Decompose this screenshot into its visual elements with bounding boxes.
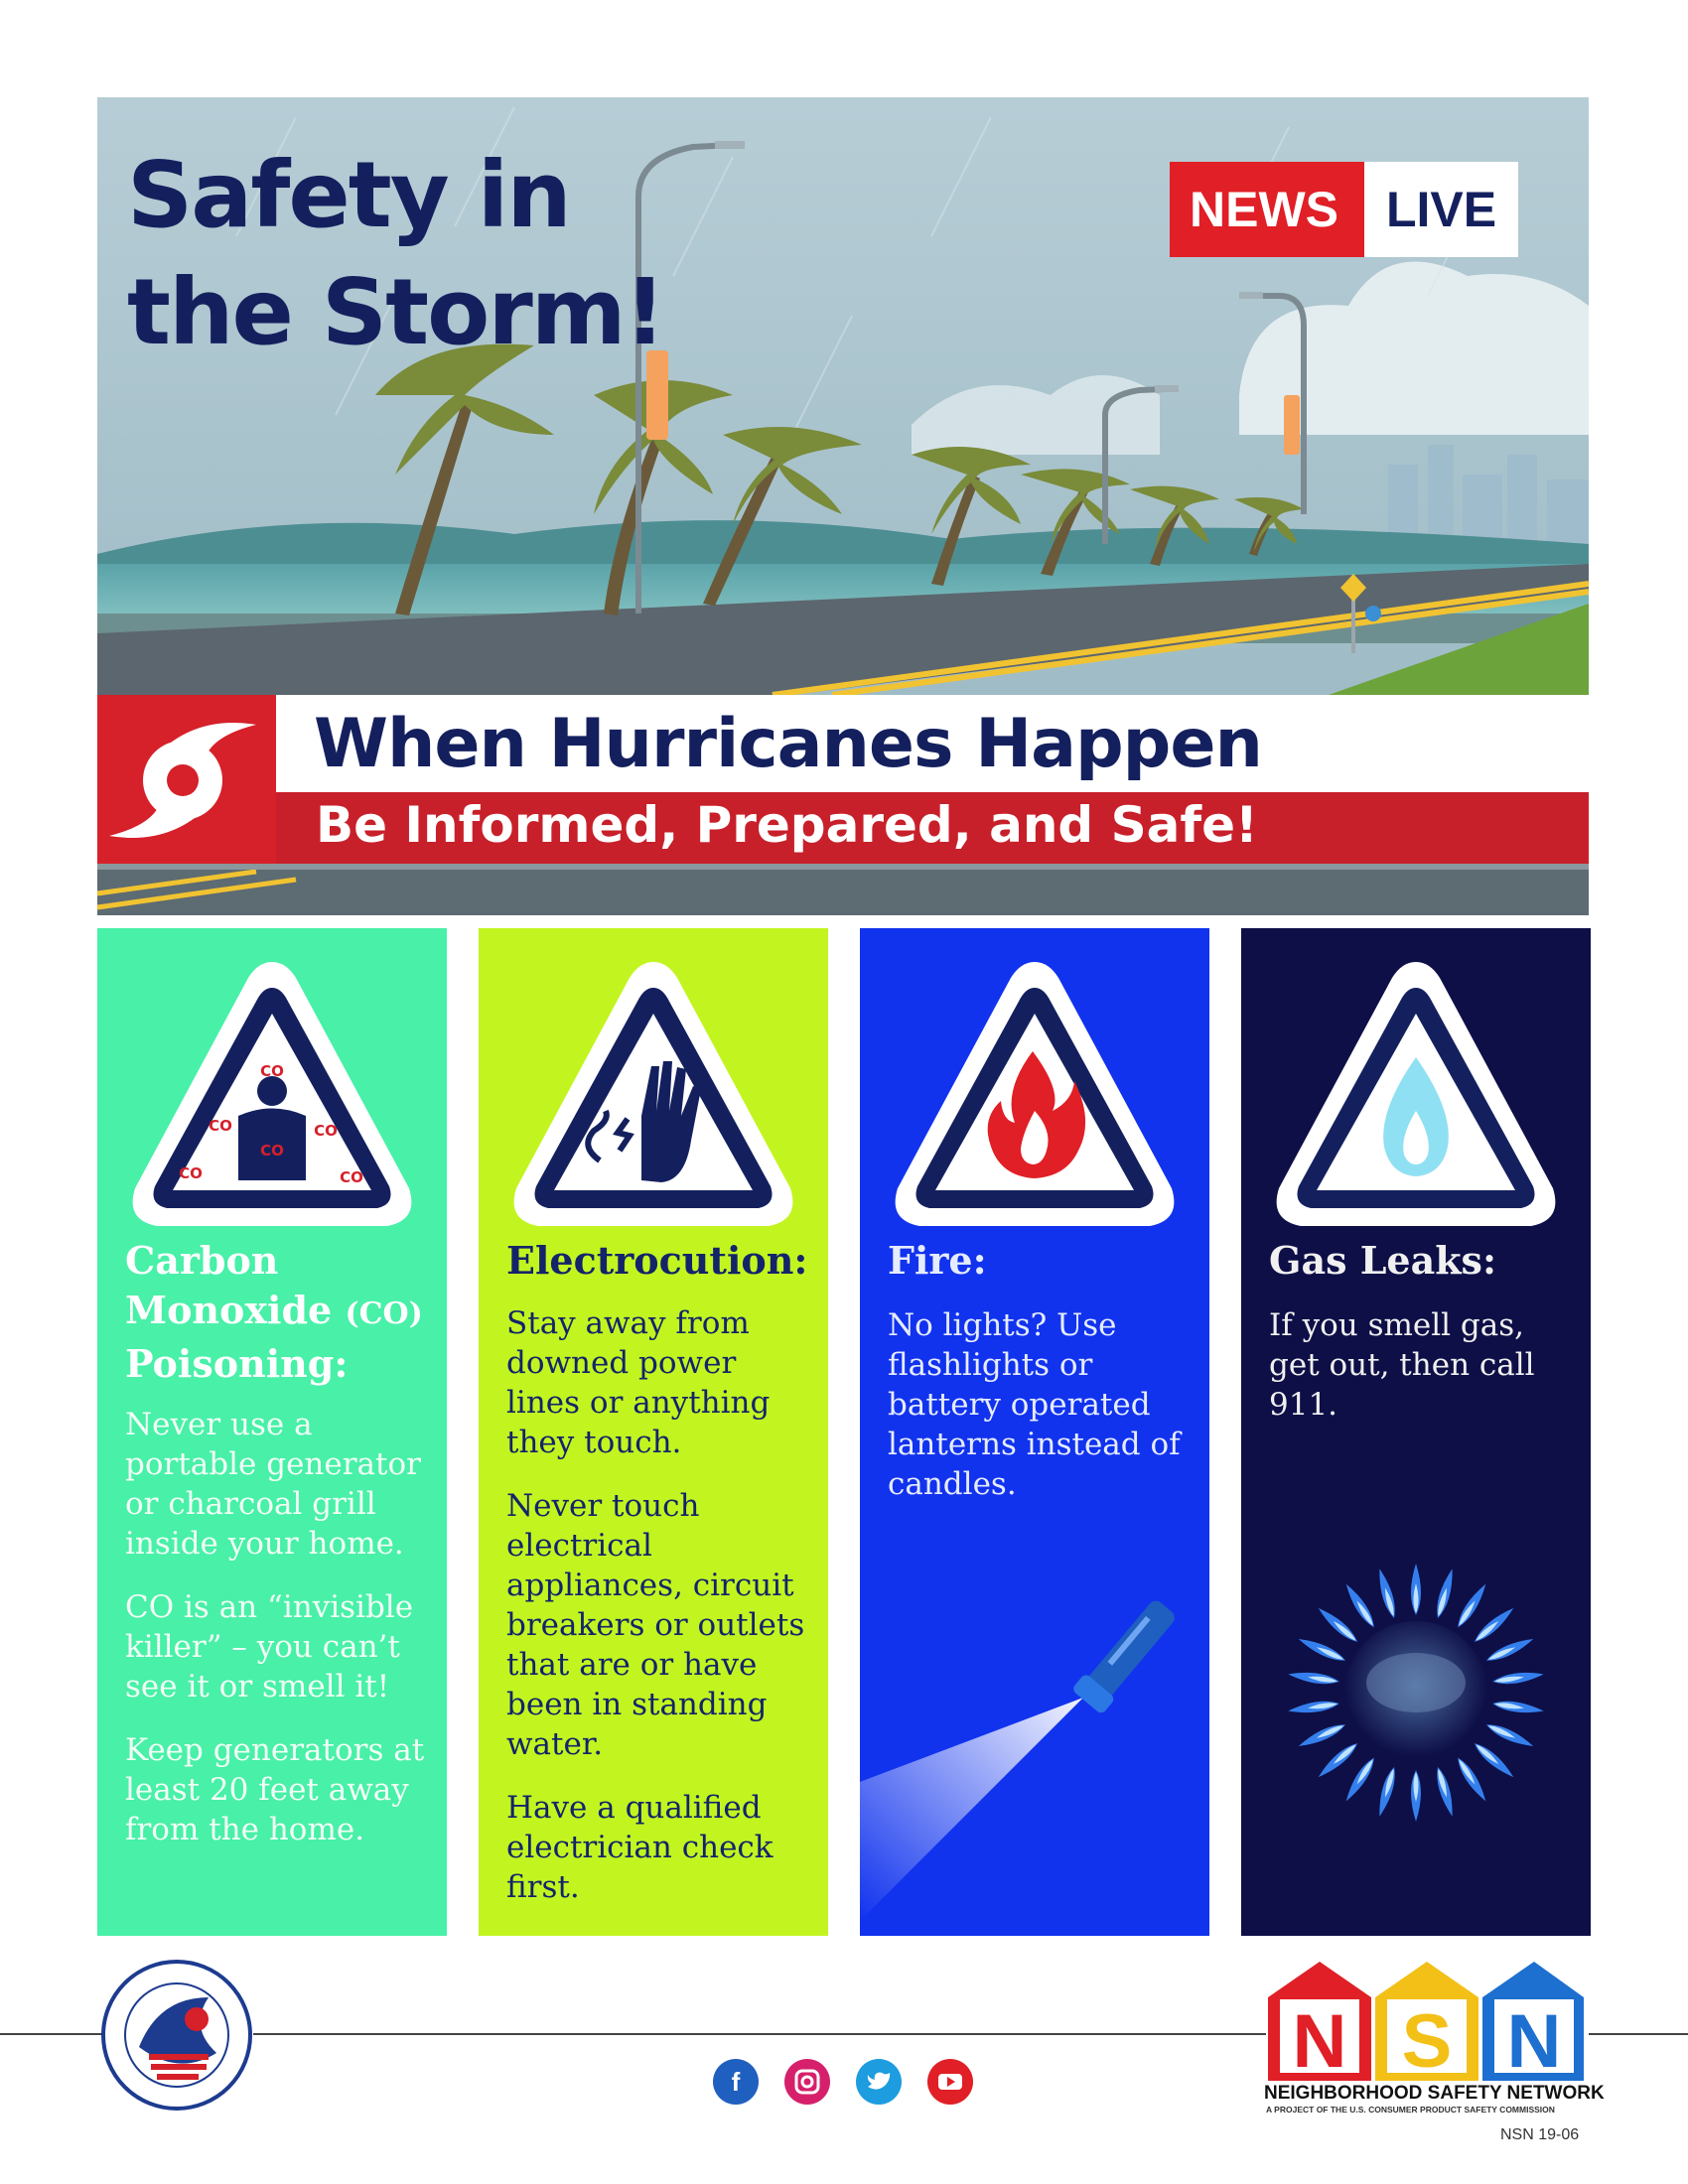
hurricane-icon-box xyxy=(97,695,276,864)
nsn-letter-n1: N xyxy=(1292,1999,1347,2083)
co-heading-2b: (CO) xyxy=(345,1297,423,1331)
electrocution-column xyxy=(479,928,828,1936)
nsn-letter-s: S xyxy=(1401,1999,1453,2083)
gas-warning-sign-icon xyxy=(1265,952,1567,1240)
instagram-icon[interactable] xyxy=(784,2059,830,2105)
twitter-icon[interactable] xyxy=(856,2059,902,2105)
co-heading-3: Poisoning: xyxy=(125,1341,349,1386)
youtube-icon[interactable] xyxy=(927,2059,973,2105)
electrocution-text xyxy=(506,1303,814,1931)
hero-title xyxy=(127,137,664,371)
cpsc-seal-logo xyxy=(99,1958,254,2113)
svg-text:CO: CO xyxy=(260,1062,284,1080)
gas-leaks-column xyxy=(1241,928,1591,1936)
electrocution-paragraph: Have a qualified electrician check first. xyxy=(506,1790,774,1905)
document-code: NSN 19-06 xyxy=(1500,2126,1580,2143)
flame-core xyxy=(1332,1619,1357,1642)
flame-core xyxy=(1332,1742,1357,1765)
svg-text:CO: CO xyxy=(209,1117,232,1135)
svg-text:f: f xyxy=(731,2067,741,2097)
fire-heading: Fire: xyxy=(888,1238,987,1283)
news-label: NEWS xyxy=(1170,162,1358,257)
fire-warning-sign-icon xyxy=(884,952,1186,1240)
flashlight-icon xyxy=(860,1583,1209,1936)
news-live-badge xyxy=(1170,162,1518,257)
co-heading xyxy=(125,1236,423,1389)
nsn-tagline: A PROJECT OF THE U.S. CONSUMER PRODUCT SAFETY COMMISSION xyxy=(1266,2105,1555,2115)
gas-burner-flame-icon xyxy=(1241,1544,1591,1871)
co-heading-1: Carbon xyxy=(125,1238,279,1283)
footer-rule-middle xyxy=(253,2033,1266,2035)
svg-text:CO: CO xyxy=(340,1168,363,1186)
flame-core xyxy=(1354,1599,1374,1627)
gas-text xyxy=(1269,1305,1577,1448)
nsn-logo xyxy=(1264,1958,1588,2083)
svg-text:CO: CO xyxy=(260,1142,284,1160)
electrocution-paragraph: Stay away from downed power lines or anything they touch. xyxy=(506,1305,771,1460)
gas-paragraph: If you smell gas, get out, then call 911. xyxy=(1269,1307,1535,1423)
footer-rule-right xyxy=(1589,2033,1688,2035)
co-paragraph: CO is an “invisible killer” – you can’t see it or smell it! xyxy=(125,1589,414,1705)
hero-title-line-1: Safety in xyxy=(127,142,570,248)
co-paragraph: Keep generators at least 20 feet away from the home. xyxy=(125,1732,425,1847)
co-warning-sign-icon xyxy=(121,952,423,1240)
hurricane-banner xyxy=(97,695,1589,864)
electrocution-heading: Electrocution: xyxy=(506,1238,808,1283)
facebook-icon[interactable] xyxy=(713,2059,759,2105)
flame-core xyxy=(1475,1742,1500,1765)
co-poisoning-column xyxy=(97,928,447,1936)
flame-core xyxy=(1457,1599,1477,1627)
svg-text:CO: CO xyxy=(314,1122,338,1140)
fire-text xyxy=(888,1305,1196,1528)
hurricane-icon xyxy=(97,695,276,864)
live-label: LIVE xyxy=(1358,162,1518,257)
electrocution-warning-sign-icon xyxy=(502,952,804,1240)
banner-subtitle: Be Informed, Prepared, and Safe! xyxy=(316,796,1258,854)
flame-core xyxy=(1457,1758,1477,1786)
flame-core xyxy=(1354,1758,1374,1786)
nsn-letter-n2: N xyxy=(1506,1999,1562,2083)
banner-title: When Hurricanes Happen xyxy=(314,705,1262,783)
fire-column xyxy=(860,928,1209,1936)
hero-banner xyxy=(97,97,1589,695)
banner-subtitle-bar xyxy=(276,792,1589,864)
fire-paragraph: No lights? Use flashlights or battery operated lanterns instead of candles. xyxy=(888,1307,1181,1502)
electrocution-paragraph: Never touch electrical appliances, circuit breakers or outlets that are or have been in standing water. xyxy=(506,1488,805,1762)
co-paragraph: Never use a portable generator or charcoal grill inside your home. xyxy=(125,1407,421,1562)
svg-text:CO: CO xyxy=(179,1164,203,1182)
co-text xyxy=(125,1405,433,1873)
road-strip xyxy=(97,864,1589,915)
flame-core xyxy=(1475,1619,1500,1642)
gas-heading: Gas Leaks: xyxy=(1269,1238,1496,1283)
hero-title-line-2: the Storm! xyxy=(127,259,664,365)
nsn-name: NEIGHBORHOOD SAFETY NETWORK xyxy=(1264,2083,1605,2104)
co-heading-2: Monoxide xyxy=(125,1288,333,1332)
